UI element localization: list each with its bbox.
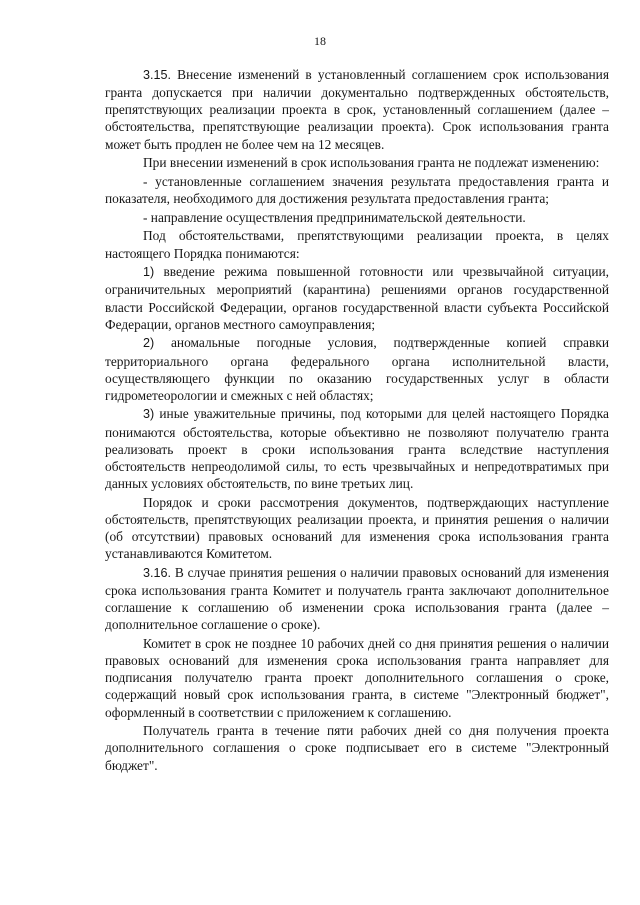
list-item-1 [105, 263, 609, 333]
paragraph-3-16 [105, 564, 609, 634]
list-item-2 [105, 334, 609, 404]
item-number: 2) [143, 336, 155, 351]
item-number: 1) [143, 265, 155, 280]
page-number: 18 [314, 34, 326, 48]
clause-number: 3.16. [143, 565, 172, 580]
paragraph-text: Получатель гранта в течение пяти рабочих дней со дня получения проекта дополнительного соглашения о сроке подписывает его в системе "Электронный бюджет". [105, 723, 609, 773]
paragraph-text: иные уважительные причины, под которыми для целей настоящего Порядка понимаются обстоятельства, которые объективно не позволяют получателю гранта реализовать проект в сроки использования гранта вследствие наступления обстоятельств непреодолимой силы, то есть чрезвычайных и непредотвратимых при данных условиях обстоятельств, по вине третьих лиц. [105, 406, 609, 492]
list-item-3 [105, 405, 609, 492]
document-body [105, 66, 609, 775]
paragraph-text: Под обстоятельствами, препятствующими реализации проекта, в целях настоящего Порядка понимаются: [105, 228, 609, 261]
paragraph-text: При внесении изменений в срок использования гранта не подлежат изменению: [143, 155, 600, 171]
paragraph-text: В случае принятия решения о наличии правовых оснований для изменения срока использования гранта Комитет и получатель гранта заключают дополнительное соглашение к соглашению об изменении срока использования гранта (далее – дополнительное соглашение о сроке). [105, 564, 609, 633]
paragraph-3-15 [105, 66, 609, 153]
paragraph-obstacles-definition [105, 227, 609, 261]
paragraph-text: - направление осуществления предпринимательской деятельности. [143, 209, 526, 225]
list-item-business-direction [105, 209, 609, 226]
paragraph-text: введение режима повышенной готовности или чрезвычайной ситуации, ограничительных мероприятий (карантина) решениями органов государственной власти Российской Федерации, органов государственной власти субъекта Российской Федерации, органов местного самоуправления; [105, 264, 609, 332]
list-item-result-values [105, 173, 609, 207]
paragraph-committee-deadline [105, 635, 609, 721]
clause-number: 3.15. [143, 68, 172, 82]
paragraph-text: Комитет в срок не позднее 10 рабочих дней со дня принятия решения о наличии правовых оснований для изменения срока использования гранта направляет для подписания получателю гранта проект дополнительного соглашения о сроке, содержащий новый срок использования гранта, в системе "Электронный бюджет", оформленный в соответствии с приложением к соглашению. [105, 636, 609, 720]
paragraph-text: аномальные погодные условия, подтвержденные копией справки территориального органа федерального органа исполнительной власти, осуществляющего функции по оказанию государственных услуг в области гидрометеорологии и смежных с ней областях; [105, 335, 609, 403]
paragraph-text: - установленные соглашением значения результата предоставления гранта и показателя, необходимого для достижения результата предоставления гранта; [105, 173, 609, 207]
item-number: 3) [143, 407, 155, 422]
paragraph-term-not-subject [105, 154, 609, 171]
paragraph-text: Внесение изменений в установленный соглашением срок использования гранта допускается при наличии документально подтвержденных обстоятельств, препятствующих реализации проекта в срок, установленный соглашением (далее – обстоятельства, препятствующие реализации проекта). Срок использования гранта может быть продлен не более чем на 12 месяцев. [105, 67, 609, 152]
paragraph-recipient-signs [105, 722, 609, 773]
paragraph-review-procedure [105, 494, 609, 563]
paragraph-text: Порядок и сроки рассмотрения документов, подтверждающих наступление обстоятельств, препятствующих реализации проекта, и принятия решения о наличии (об отсутствии) правовых оснований для изменения срока использования гранта устанавливаются Комитетом. [105, 494, 609, 562]
